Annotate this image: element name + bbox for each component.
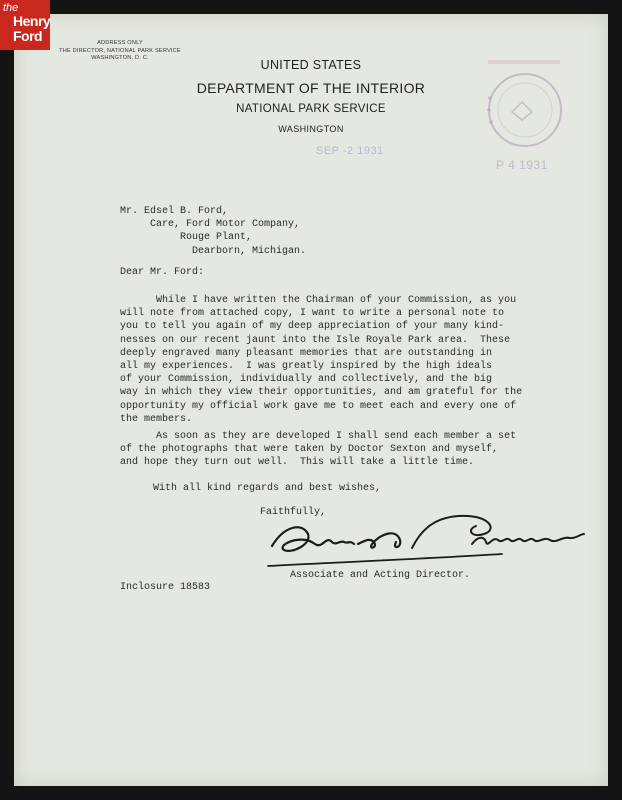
body-line: way in which they view their opportunities, and am grateful for the: [120, 387, 523, 399]
letterhead-country: UNITED STATES: [260, 58, 362, 72]
handwritten-signature: [262, 504, 592, 576]
logo-text-ford: Ford: [13, 28, 43, 44]
logo-text-the: the: [3, 2, 19, 14]
body-paragraph-1: [120, 294, 522, 426]
addressee-line: Mr. Edsel B. Ford,: [120, 206, 229, 217]
addressee-line: Dearborn, Michigan.: [120, 245, 307, 257]
closing-line: With all kind regards and best wishes,: [153, 483, 382, 494]
body-line: you to tell you again of my deep appreciation of your many kind-: [120, 321, 505, 333]
letterhead-service: NATIONAL PARK SERVICE: [236, 103, 386, 115]
address-note-line: THE DIRECTOR, NATIONAL PARK SERVICE: [59, 47, 181, 54]
address-note-line: ADDRESS ONLY: [97, 40, 143, 46]
date-stamp: SEP -2 1931: [316, 145, 384, 157]
inclosure-note: Inclosure 18583: [120, 582, 211, 593]
addressee-block: [120, 205, 306, 258]
body-line: opportunity my official work gave me to meet each and every one of: [120, 400, 517, 412]
henry-ford-logo: [0, 0, 50, 50]
body-line: of your Commission, individually and collectively, and the big: [120, 374, 493, 386]
body-paragraph-2: [120, 430, 516, 470]
body-line: will note from attached copy, I want to write a personal note to: [120, 308, 505, 320]
received-seal-stamp: [470, 60, 570, 160]
body-line: the members.: [120, 413, 193, 425]
logo-text-henry: Henry: [13, 13, 51, 29]
salutation: Dear Mr. Ford:: [120, 267, 205, 278]
address-note-line: WASHINGTON, D. C.: [91, 55, 149, 61]
complimentary-close: Faithfully,: [260, 507, 327, 518]
body-line: all my experiences. I was greatly inspired by the high ideals: [120, 361, 493, 373]
body-line: of the photographs that were taken by Doctor Sexton and myself,: [120, 444, 499, 456]
letterhead-city: WASHINGTON: [278, 124, 344, 134]
body-line: While I have written the Chairman of your Commission, as you: [120, 295, 517, 306]
signer-title: Associate and Acting Director.: [290, 570, 471, 581]
body-line: deeply engraved many pleasant memories that are outstanding in: [120, 347, 493, 359]
body-line: As soon as they are developed I shall send each member a set: [120, 431, 517, 442]
body-line: nesses on our recent jaunt into the Isle Royale Park area. These: [120, 334, 511, 346]
addressee-line: Rouge Plant,: [120, 232, 253, 244]
addressee-line: Care, Ford Motor Company,: [120, 219, 301, 231]
letterhead-department: DEPARTMENT OF THE INTERIOR: [196, 80, 426, 96]
body-line: and hope they turn out well. This will take a little time.: [120, 457, 475, 469]
received-date-stamp: P 4 1931: [496, 158, 548, 172]
